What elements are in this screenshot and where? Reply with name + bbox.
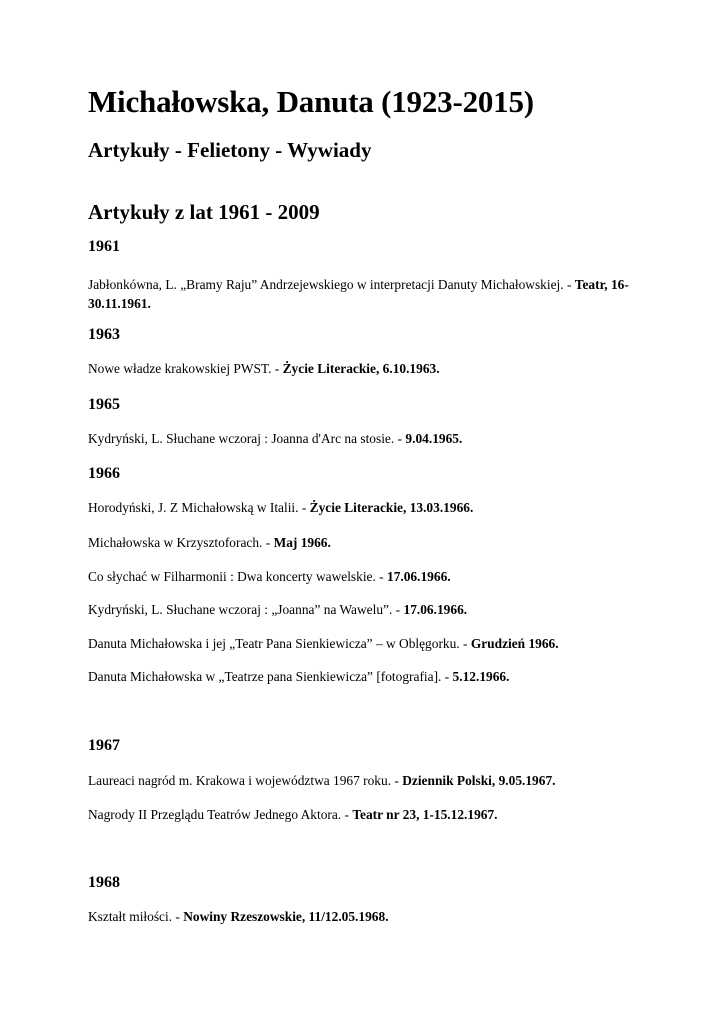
bibliography-entry xyxy=(88,667,648,686)
entry-source: 9.04.1965. xyxy=(405,431,463,446)
entry-source: Teatr nr 23, 1-15.12.1967. xyxy=(352,807,498,822)
bibliography-entry xyxy=(88,429,648,448)
entry-source: 17.06.1966. xyxy=(387,569,451,584)
bibliography-entry xyxy=(88,600,648,619)
bibliography-entry xyxy=(88,907,648,926)
entry-text: Laureaci nagród m. Krakowa i województwa 1967 roku. - xyxy=(88,773,399,788)
bibliography-entry xyxy=(88,805,648,824)
entry-source: Maj 1966. xyxy=(273,535,331,550)
entry-source: Życie Literackie, 13.03.1966. xyxy=(309,500,474,515)
entry-text: Nagrody II Przeglądu Teatrów Jednego Aktora. - xyxy=(88,807,349,822)
year-heading-1968: 1968 xyxy=(88,874,120,891)
entry-source: 17.06.1966. xyxy=(403,602,468,617)
year-heading-1963: 1963 xyxy=(88,326,120,343)
document-subtitle: Artykuły - Felietony - Wywiady xyxy=(88,138,372,162)
bibliography-entry xyxy=(88,498,648,517)
document-title: Michałowska, Danuta (1923-2015) xyxy=(88,84,534,119)
entry-text: Kydryński, L. Słuchane wczoraj : „Joanna” na Wawelu”. - xyxy=(88,602,401,617)
year-heading-1965: 1965 xyxy=(88,396,120,413)
entry-text: Kydryński, L. Słuchane wczoraj : Joanna d'Arc na stosie. - xyxy=(88,431,403,446)
entry-text: Horodyński, J. Z Michałowską w Italii. - xyxy=(88,500,307,515)
entry-source: Nowiny Rzeszowskie, 11/12.05.1968. xyxy=(183,909,389,924)
year-heading-1961: 1961 xyxy=(88,238,120,255)
entry-source: Grudzień 1966. xyxy=(470,636,559,651)
entry-source: Teatr, 16-30.11.1961. xyxy=(88,277,629,311)
year-heading-1966: 1966 xyxy=(88,465,120,482)
entry-text: Danuta Michałowska i jej „Teatr Pana Sienkiewicza” – w Oblęgorku. - xyxy=(88,636,468,651)
bibliography-entry xyxy=(88,771,648,790)
bibliography-entry xyxy=(88,275,648,313)
entry-source: 5.12.1966. xyxy=(452,669,510,684)
bibliography-entry xyxy=(88,634,648,653)
bibliography-entry xyxy=(88,533,648,552)
section-heading: Artykuły z lat 1961 - 2009 xyxy=(88,200,320,224)
year-heading-1967: 1967 xyxy=(88,737,120,754)
entry-text: Co słychać w Filharmonii : Dwa koncerty wawelskie. - xyxy=(88,569,384,584)
entry-text: Danuta Michałowska w „Teatrze pana Sienkiewicza” [fotografia]. - xyxy=(88,669,450,684)
entry-text: Jabłonkówna, L. „Bramy Raju” Andrzejewskiego w interpretacji Danuty Michałowskiej. - xyxy=(88,277,572,292)
entry-source: Dziennik Polski, 9.05.1967. xyxy=(402,773,556,788)
bibliography-entry xyxy=(88,567,648,586)
entry-source: Życie Literackie, 6.10.1963. xyxy=(282,361,440,376)
bibliography-entry xyxy=(88,359,648,378)
entry-text: Nowe władze krakowskiej PWST. - xyxy=(88,361,280,376)
entry-text: Michałowska w Krzysztoforach. - xyxy=(88,535,271,550)
entry-text: Kształt miłości. - xyxy=(88,909,180,924)
